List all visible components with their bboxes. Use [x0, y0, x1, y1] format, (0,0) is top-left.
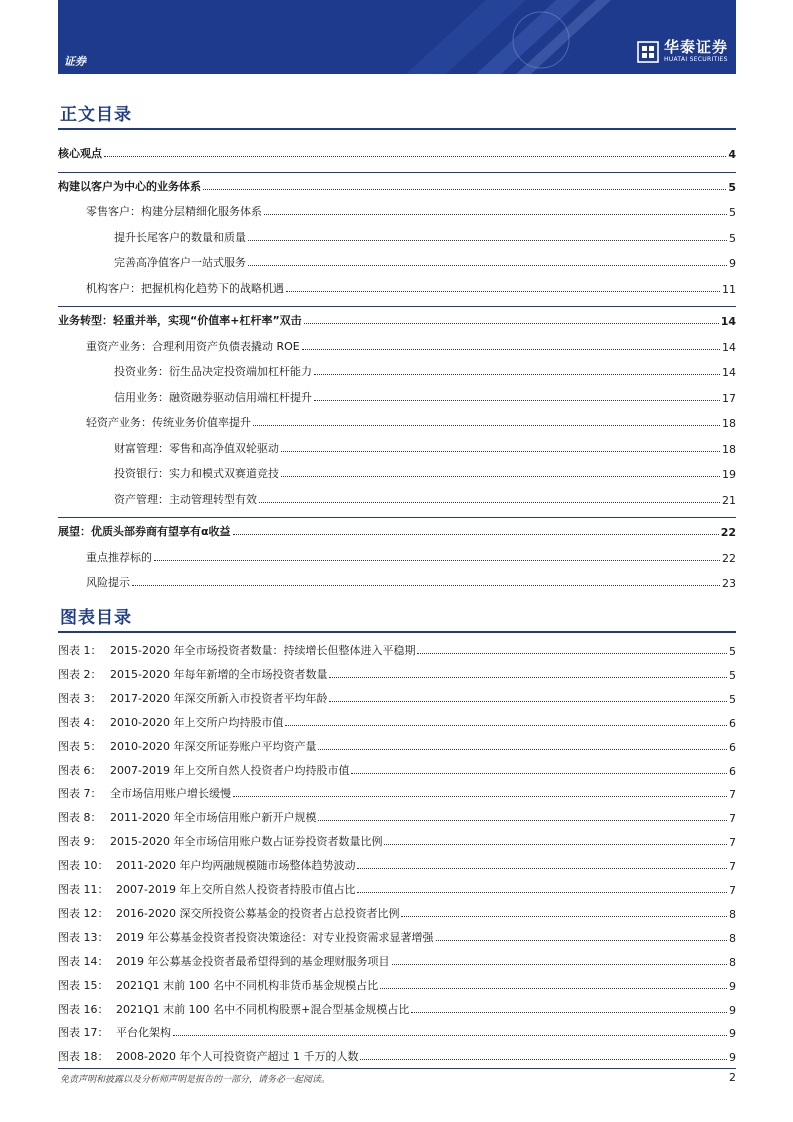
toc-entry-page: 22: [722, 551, 736, 565]
section-label: 证券: [64, 55, 86, 68]
toc-leader-dots: [253, 425, 720, 426]
company-logo: [637, 40, 728, 63]
figure-entry-title: 2007-2019 年上交所自然人投资者户均持股市值: [110, 763, 350, 777]
figure-entry-label: 图表 15：: [58, 978, 109, 992]
toc-entry-page: 4: [728, 148, 736, 161]
figure-entry[interactable]: [58, 879, 736, 897]
toc-entry-page: 14: [722, 340, 736, 354]
figure-entry-title: 2016-2020 深交所投资公募基金的投资者占总投资者比例: [116, 906, 400, 920]
toc-entry-page: 5: [729, 231, 736, 245]
figure-entry-label: 图表 3：: [58, 691, 102, 705]
toc-entry-page: 14: [720, 315, 736, 328]
figure-leader-dots: [285, 725, 727, 726]
header-banner: [58, 0, 736, 74]
toc-leader-dots: [154, 560, 720, 561]
figure-entry-title: 全市场信用账户增长缓慢: [110, 787, 231, 801]
toc-entry-title: 完善高净值客户一站式服务: [114, 256, 246, 269]
figure-leader-dots: [318, 749, 727, 750]
toc-entry-page: 18: [722, 442, 736, 456]
figure-leader-dots: [436, 940, 728, 941]
toc-entry-title: 核心观点: [58, 147, 102, 160]
figure-entry-title: 2010-2020 年深交所证券账户平均资产量: [110, 739, 317, 753]
toc-entry[interactable]: [58, 201, 736, 219]
figure-entry-label: 图表 9：: [58, 835, 102, 849]
figure-entry[interactable]: [58, 855, 736, 873]
figure-entry-title: 2011-2020 年户均两融规模随市场整体趋势波动: [116, 859, 356, 873]
toc-section-divider: [58, 306, 736, 307]
figure-entry-page: 7: [729, 788, 736, 802]
figure-entry-page: 6: [729, 740, 736, 754]
figure-entry-title: 2015-2020 年全市场信用账户数占证券投资者数量比例: [110, 835, 383, 849]
figure-entry-label: 图表 7：: [58, 787, 102, 801]
figure-leader-dots: [233, 796, 727, 797]
figure-entry-title: 2010-2020 年上交所户均持股市值: [110, 715, 284, 729]
toc-leader-dots: [259, 502, 720, 503]
figure-entry-label: 图表 16：: [58, 1002, 109, 1016]
toc-entry-page: 21: [722, 493, 736, 507]
toc-entry[interactable]: [58, 572, 736, 590]
toc-entry[interactable]: [58, 489, 736, 507]
figure-entry-page: 7: [729, 860, 736, 874]
toc-leader-dots: [264, 214, 727, 215]
toc-leader-dots: [248, 240, 727, 241]
toc-entry[interactable]: [58, 463, 736, 481]
figure-entry[interactable]: [58, 712, 736, 730]
toc-leader-dots: [132, 585, 720, 586]
figure-entry[interactable]: [58, 760, 736, 778]
figures-title: 图表目录: [60, 608, 132, 628]
toc-entry[interactable]: [58, 176, 736, 194]
figure-entry-title: 2015-2020 年全市场投资者数量：持续增长但整体进入平稳期: [110, 644, 416, 657]
figure-entry[interactable]: [58, 831, 736, 849]
figure-entry-label: 图表 18：: [58, 1050, 109, 1064]
toc-entry[interactable]: [58, 227, 736, 245]
figure-entry[interactable]: [58, 951, 736, 969]
toc-entry[interactable]: [58, 336, 736, 354]
toc-entry-title: 构建以客户为中心的业务体系: [58, 179, 201, 193]
toc-entry-page: 23: [722, 577, 736, 590]
figure-entry-page: 6: [729, 764, 736, 778]
figure-leader-dots: [318, 820, 727, 821]
toc-leader-dots: [248, 265, 727, 266]
figure-entry-label: 图表 8：: [58, 811, 102, 825]
toc-entry[interactable]: [58, 438, 736, 456]
figure-leader-dots: [417, 653, 727, 654]
toc-entry[interactable]: [58, 310, 736, 328]
figure-entry-page: 9: [729, 1027, 736, 1041]
figure-leader-dots: [411, 1012, 727, 1013]
figure-entry-label: 图表 17：: [58, 1026, 109, 1040]
toc-entry-page: 17: [722, 391, 736, 405]
footer-disclaimer: 免责声明和披露以及分析师声明是报告的一部分，请务必一起阅读。: [60, 1075, 331, 1085]
figure-entry[interactable]: [58, 1022, 736, 1040]
toc-title-rule: [58, 128, 736, 130]
toc-leader-dots: [286, 291, 720, 292]
toc-entry[interactable]: [58, 387, 736, 405]
toc-entry-title: 展望：优质头部券商有望享有α收益: [58, 525, 231, 538]
figure-leader-dots: [357, 892, 727, 893]
logo-text-en: HUATAI SECURITIES: [663, 56, 728, 63]
figure-entry-page: 9: [729, 1051, 736, 1065]
toc-entry-page: 11: [722, 282, 736, 296]
figure-entry-page: 7: [729, 812, 736, 826]
figure-entry[interactable]: [58, 975, 736, 993]
toc-entry-title: 信用业务：融资融券驱动信用端杠杆提升: [114, 390, 312, 404]
toc-leader-dots: [281, 476, 720, 477]
toc-entry[interactable]: [58, 278, 736, 296]
logo-text-cn: 华泰证券: [663, 38, 728, 56]
huatai-logo-icon: [637, 41, 659, 63]
figure-entry-label: 图表 6：: [58, 763, 102, 777]
figure-entry[interactable]: [58, 999, 736, 1017]
figure-entry-page: 7: [729, 836, 736, 850]
toc-entry[interactable]: [58, 547, 736, 565]
figure-leader-dots: [329, 677, 727, 678]
toc-section-divider: [58, 172, 736, 173]
figure-entry[interactable]: [58, 783, 736, 801]
toc-entry-page: 19: [722, 468, 736, 481]
banner-decoration: [366, 0, 626, 74]
figure-entry[interactable]: [58, 927, 736, 945]
figure-entry-title: 2007-2019 年上交所自然人投资者持股市值占比: [116, 883, 356, 896]
footer-rule: [58, 1068, 736, 1069]
figure-leader-dots: [351, 773, 727, 774]
toc-entry-page: 22: [720, 526, 736, 539]
figure-entry-page: 5: [729, 645, 736, 658]
figure-entry-page: 8: [729, 955, 736, 969]
figure-leader-dots: [329, 701, 727, 702]
toc-leader-dots: [203, 189, 726, 190]
figure-leader-dots: [357, 868, 727, 869]
toc-entry-title: 重点推荐标的: [86, 550, 152, 564]
figure-entry-title: 2019 年公募基金投资者投资决策途径：对专业投资需求显著增强: [116, 930, 434, 944]
figure-leader-dots: [392, 964, 728, 965]
toc-entry-title: 资产管理：主动管理转型有效: [114, 492, 257, 506]
figure-entry-title: 2017-2020 年深交所新入市投资者平均年龄: [110, 691, 328, 705]
figure-entry-page: 5: [729, 692, 736, 706]
toc-leader-dots: [281, 451, 720, 452]
figure-entry[interactable]: [58, 807, 736, 825]
figure-entry-page: 7: [729, 884, 736, 897]
toc-entry-title: 提升长尾客户的数量和质量: [114, 230, 246, 244]
toc-leader-dots: [104, 156, 726, 157]
figure-entry-label: 图表 2：: [58, 667, 102, 681]
figure-entry[interactable]: [58, 640, 736, 658]
figure-entry-title: 2008-2020 年个人可投资资产超过 1 千万的人数: [116, 1050, 359, 1064]
figure-entry-label: 图表 11：: [58, 883, 109, 896]
figure-entry-label: 图表 12：: [58, 906, 109, 920]
toc-leader-dots: [314, 400, 720, 401]
toc-entry-title: 重资产业务：合理利用资产负债表撬动 ROE: [86, 339, 300, 353]
toc-title: 正文目录: [60, 105, 132, 125]
figure-entry-title: 2015-2020 年每年新增的全市场投资者数量: [110, 667, 328, 681]
figure-entry-page: 9: [729, 979, 736, 993]
figure-entry-label: 图表 1：: [58, 644, 102, 657]
toc-entry-page: 14: [722, 366, 736, 379]
figure-entry-title: 2021Q1 末前 100 名中不同机构股票+混合型基金规模占比: [116, 1002, 410, 1016]
figure-entry-title: 平台化架构: [116, 1026, 171, 1040]
figure-entry-label: 图表 14：: [58, 954, 109, 968]
figure-entry[interactable]: [58, 903, 736, 921]
toc-leader-dots: [314, 374, 720, 375]
figure-entry-page: 8: [729, 907, 736, 921]
figure-leader-dots: [173, 1035, 727, 1036]
toc-entry-title: 风险提示: [86, 576, 130, 589]
toc-entry-title: 财富管理：零售和高净值双轮驱动: [114, 441, 279, 455]
toc-entry[interactable]: [58, 412, 736, 430]
toc-entry-page: 9: [729, 257, 736, 270]
figure-entry[interactable]: [58, 664, 736, 682]
figure-leader-dots: [384, 844, 727, 845]
figure-entry-label: 图表 13：: [58, 930, 109, 944]
figure-entry[interactable]: [58, 1046, 736, 1064]
figure-leader-dots: [380, 988, 727, 989]
page-number: 2: [729, 1071, 736, 1084]
figure-entry-title: 2021Q1 末前 100 名中不同机构非货币基金规模占比: [116, 978, 379, 992]
toc-leader-dots: [302, 349, 720, 350]
toc-entry[interactable]: [58, 252, 736, 270]
toc-leader-dots: [304, 323, 719, 324]
figures-title-rule: [58, 631, 736, 633]
figure-leader-dots: [360, 1059, 727, 1060]
figure-entry-title: 2011-2020 年全市场信用账户新开户规模: [110, 811, 317, 825]
figure-entry[interactable]: [58, 736, 736, 754]
toc-entry-title: 零售客户：构建分层精细化服务体系: [86, 205, 262, 218]
toc-entry-title: 业务转型：轻重并举，实现“价值率+杠杆率”双击: [58, 314, 302, 327]
toc-section-divider: [58, 517, 736, 518]
toc-entry-title: 轻资产业务：传统业务价值率提升: [86, 416, 251, 429]
toc-entry[interactable]: [58, 361, 736, 379]
figure-entry-title: 2019 年公募基金投资者最希望得到的基金理财服务项目: [116, 954, 390, 968]
figure-entry-label: 图表 4：: [58, 715, 102, 729]
toc-entry-page: 5: [729, 206, 736, 219]
toc-entry-title: 投资银行：实力和模式双赛道竞技: [114, 467, 279, 480]
figure-entry-page: 6: [729, 716, 736, 730]
toc-entry-page: 5: [728, 180, 736, 194]
toc-entry[interactable]: [58, 143, 736, 161]
toc-entry-title: 机构客户：把握机构化趋势下的战略机遇: [86, 281, 284, 295]
figure-entry-page: 9: [729, 1003, 736, 1017]
toc-entry-page: 18: [722, 417, 736, 430]
figure-entry-page: 5: [729, 668, 736, 682]
figure-entry-label: 图表 10：: [58, 859, 109, 873]
toc-entry-title: 投资业务：衍生品决定投资端加杠杆能力: [114, 365, 312, 378]
toc-entry[interactable]: [58, 521, 736, 539]
figure-leader-dots: [401, 916, 727, 917]
toc-leader-dots: [233, 534, 719, 535]
figure-entry-label: 图表 5：: [58, 739, 102, 753]
figure-entry-page: 8: [729, 931, 736, 945]
figure-entry[interactable]: [58, 688, 736, 706]
